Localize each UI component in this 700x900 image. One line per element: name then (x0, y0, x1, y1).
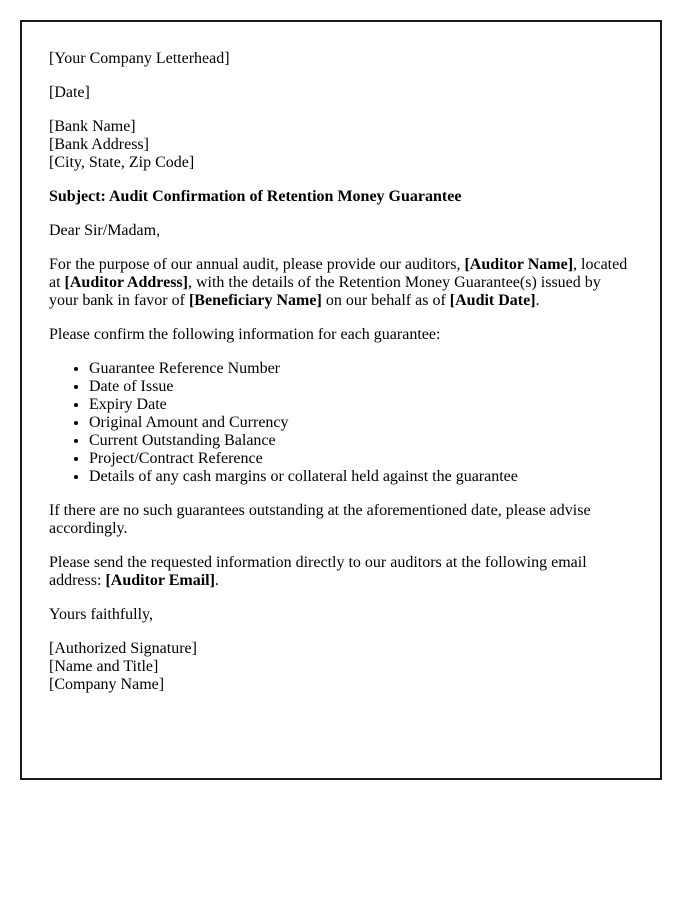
auditor-email-placeholder: [Auditor Email] (105, 572, 215, 589)
audit-date-placeholder: [Audit Date] (449, 292, 536, 309)
closing-line: Yours faithfully, (49, 606, 154, 623)
list-item: • Date of Issue (89, 378, 633, 396)
signature-block (49, 640, 633, 694)
authorized-signature: [Authorized Signature] (49, 640, 197, 657)
auditor-name-placeholder: [Auditor Name] (464, 256, 574, 273)
guarantee-info-list (49, 360, 633, 486)
intro-text-5: . (535, 292, 540, 309)
salutation: Dear Sir/Madam, (49, 222, 161, 239)
intro-paragraph (49, 256, 633, 310)
intro-text-4: on our behalf as of (321, 292, 450, 309)
send-info-text-1: Please send the requested information directly to our auditors at the following email address: (49, 554, 587, 589)
list-item: • Expiry Date (89, 396, 633, 414)
intro-text-1: For the purpose of our annual audit, please provide our auditors, (49, 256, 465, 273)
letter-page (20, 20, 662, 780)
bank-address: [Bank Address] (49, 136, 149, 153)
beneficiary-name-placeholder: [Beneficiary Name] (188, 292, 322, 309)
intro-text-3: , with the details of the Retention Money Guarantee(s) issued by your bank in favor of (49, 274, 601, 309)
list-item: • Original Amount and Currency (89, 414, 633, 432)
bank-name: [Bank Name] (49, 118, 136, 135)
company-name: [Company Name] (49, 676, 165, 693)
list-item: • Guarantee Reference Number (89, 360, 633, 378)
name-and-title: [Name and Title] (49, 658, 159, 675)
bank-address-block (49, 118, 633, 172)
letterhead: [Your Company Letterhead] (49, 50, 230, 67)
bank-city-state-zip: [City, State, Zip Code] (49, 154, 195, 171)
no-guarantees-paragraph: If there are no such guarantees outstanding at the aforementioned date, please advise accordingly. (49, 502, 591, 537)
send-info-paragraph (49, 554, 633, 590)
auditor-address-placeholder: [Auditor Address] (64, 274, 188, 291)
list-item: • Current Outstanding Balance (89, 432, 633, 450)
intro-text-2: , located at (49, 256, 628, 291)
confirm-instruction: Please confirm the following information for each guarantee: (49, 326, 441, 343)
send-info-text-2: . (214, 572, 219, 589)
list-item: • Details of any cash margins or collateral held against the guarantee (89, 468, 633, 486)
subject-line: Subject: Audit Confirmation of Retention Money Guarantee (49, 188, 462, 205)
date-line: [Date] (49, 84, 90, 101)
list-item: • Project/Contract Reference (89, 450, 633, 468)
